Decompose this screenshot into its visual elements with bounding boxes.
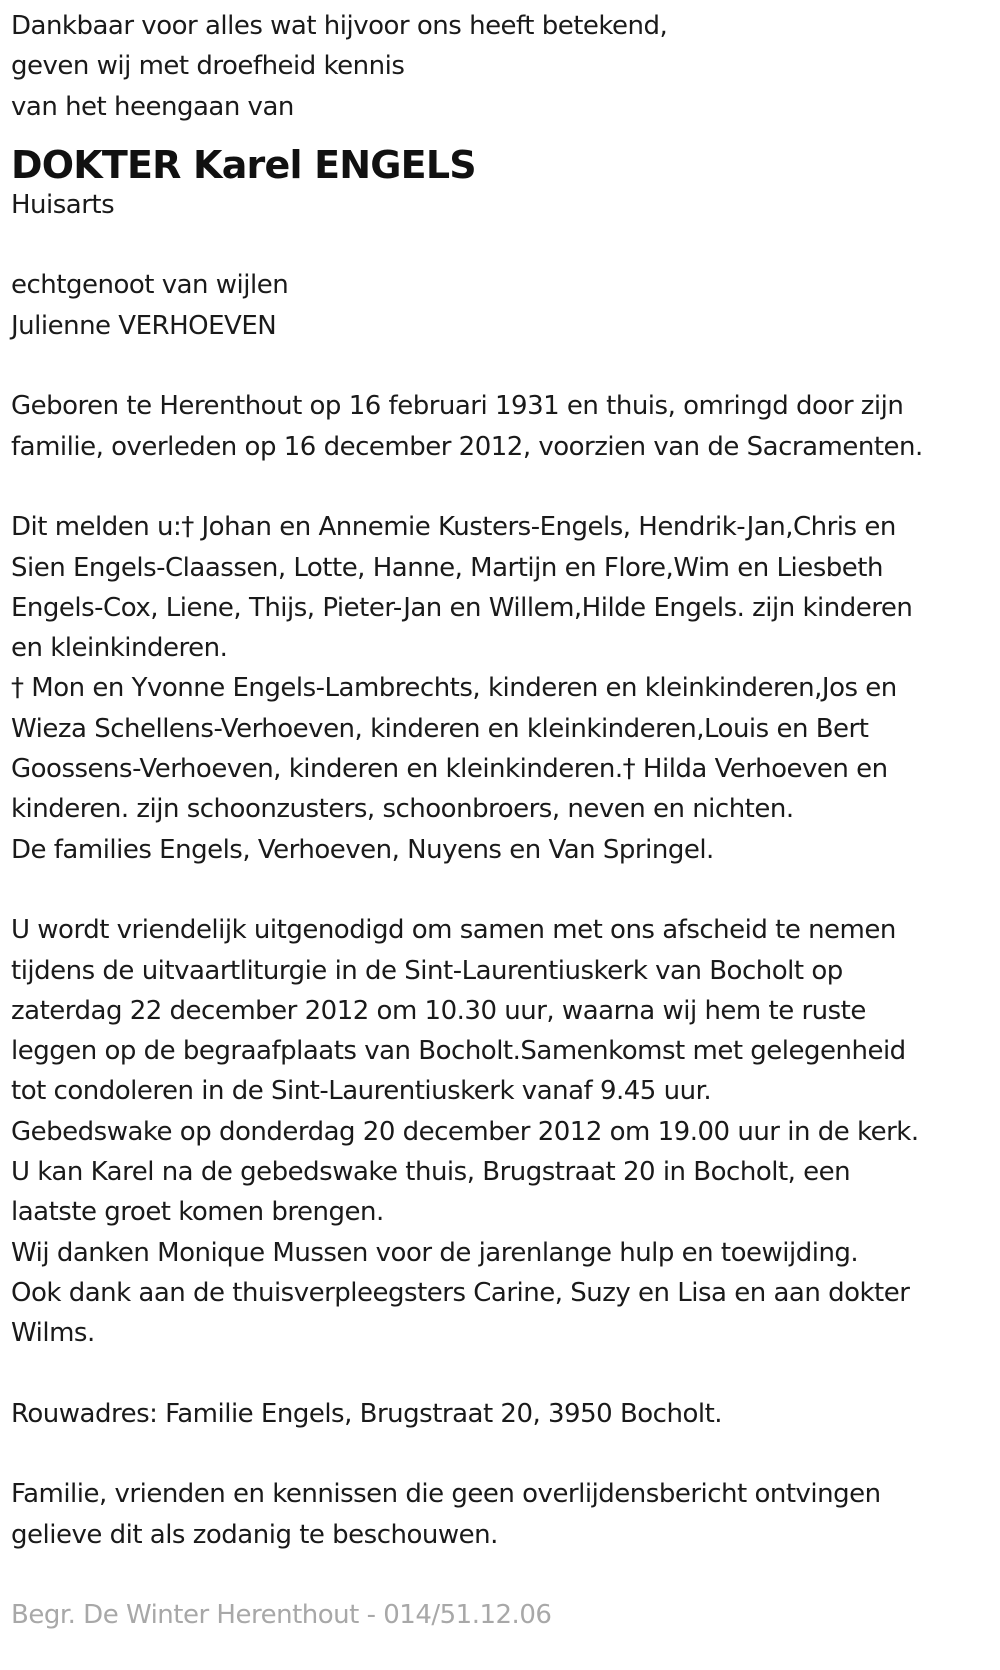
funeral-line: zaterdag 22 december 2012 om 10.30 uur, waarna wij hem te ruste xyxy=(11,995,866,1026)
funeral-line: U wordt vriendelijk uitgenodigd om samen met ons afscheid te nemen xyxy=(11,915,896,946)
funeral-line: Wij danken Monique Mussen voor de jarenlange hulp en toewijding. xyxy=(11,1237,859,1268)
funeral-line: tot condoleren in de Sint-Laurentiuskerk vanaf 9.45 uur. xyxy=(11,1076,712,1107)
family-line: Wieza Schellens-Verhoeven, kinderen en kleinkinderen,Louis en Bert xyxy=(11,713,869,744)
birth-death-paragraph xyxy=(11,386,986,467)
death-notice xyxy=(11,6,986,1636)
spouse-line: Julienne VERHOEVEN xyxy=(11,310,277,341)
family-line: Sien Engels-Claassen, Lotte, Hanne, Martijn en Flore,Wim en Liesbeth xyxy=(11,552,883,583)
funeral-line: tijdens de uitvaartliturgie in de Sint-Laurentiuskerk van Bocholt op xyxy=(11,955,843,986)
intro-line: Dankbaar voor alles wat hijvoor ons heeft betekend, xyxy=(11,11,668,41)
family-line: De families Engels, Verhoeven, Nuyens en Van Springel. xyxy=(11,834,714,865)
undertaker-footer: Begr. De Winter Herenthout - 014/51.12.06 xyxy=(11,1600,552,1631)
deceased-profession: Huisarts xyxy=(11,189,115,220)
spacer xyxy=(11,1434,986,1474)
closing-paragraph xyxy=(11,1474,986,1555)
funeral-line: Wilms. xyxy=(11,1318,95,1349)
family-paragraph xyxy=(11,507,986,870)
funeral-line: Gebedswake op donderdag 20 december 2012 om 19.00 uur in de kerk. xyxy=(11,1116,919,1147)
family-line: en kleinkinderen. xyxy=(11,633,228,664)
closing-line: Familie, vrienden en kennissen die geen overlijdensbericht ontvingen xyxy=(11,1479,881,1510)
intro-line: van het heengaan van xyxy=(11,91,294,122)
family-line: Engels-Cox, Liene, Thijs, Pieter-Jan en Willem,Hilde Engels. zijn kinderen xyxy=(11,592,913,623)
mourning-address: Rouwadres: Familie Engels, Brugstraat 20, 3950 Bocholt. xyxy=(11,1398,723,1429)
spacer xyxy=(11,870,986,910)
family-line: kinderen. zijn schoonzusters, schoonbroers, neven en nichten. xyxy=(11,794,794,825)
funeral-line: laatste groet komen brengen. xyxy=(11,1197,384,1228)
funeral-line: leggen op de begraafplaats van Bocholt.Samenkomst met gelegenheid xyxy=(11,1036,906,1067)
spouse-block xyxy=(11,265,986,346)
closing-line: gelieve dit als zodanig te beschouwen. xyxy=(11,1519,498,1550)
spacer xyxy=(11,1354,986,1394)
family-line: † Mon en Yvonne Engels-Lambrechts, kinderen en kleinkinderen,Jos en xyxy=(11,673,897,704)
family-line: Goossens-Verhoeven, kinderen en kleinkinderen.† Hilda Verhoeven en xyxy=(11,754,888,785)
birth-death-line: Geboren te Herenthout op 16 februari 1931 en thuis, omringd door zijn xyxy=(11,391,904,422)
funeral-line: Ook dank aan de thuisverpleegsters Carine, Suzy en Lisa en aan dokter xyxy=(11,1277,910,1308)
spacer xyxy=(11,467,986,507)
funeral-paragraph xyxy=(11,910,986,1353)
deceased-name: DOKTER Karel ENGELS xyxy=(11,142,476,187)
spouse-line: echtgenoot van wijlen xyxy=(11,270,289,301)
spacer xyxy=(11,1555,986,1595)
family-line: Dit melden u:† Johan en Annemie Kusters-Engels, Hendrik-Jan,Chris en xyxy=(11,512,896,543)
funeral-line: U kan Karel na de gebedswake thuis, Brugstraat 20 in Bocholt, een xyxy=(11,1157,851,1188)
spacer xyxy=(11,346,986,386)
intro-line: geven wij met droefheid kennis xyxy=(11,51,405,82)
birth-death-line: familie, overleden op 16 december 2012, voorzien van de Sacramenten. xyxy=(11,431,923,462)
intro-block xyxy=(11,6,986,127)
spacer xyxy=(11,225,986,265)
